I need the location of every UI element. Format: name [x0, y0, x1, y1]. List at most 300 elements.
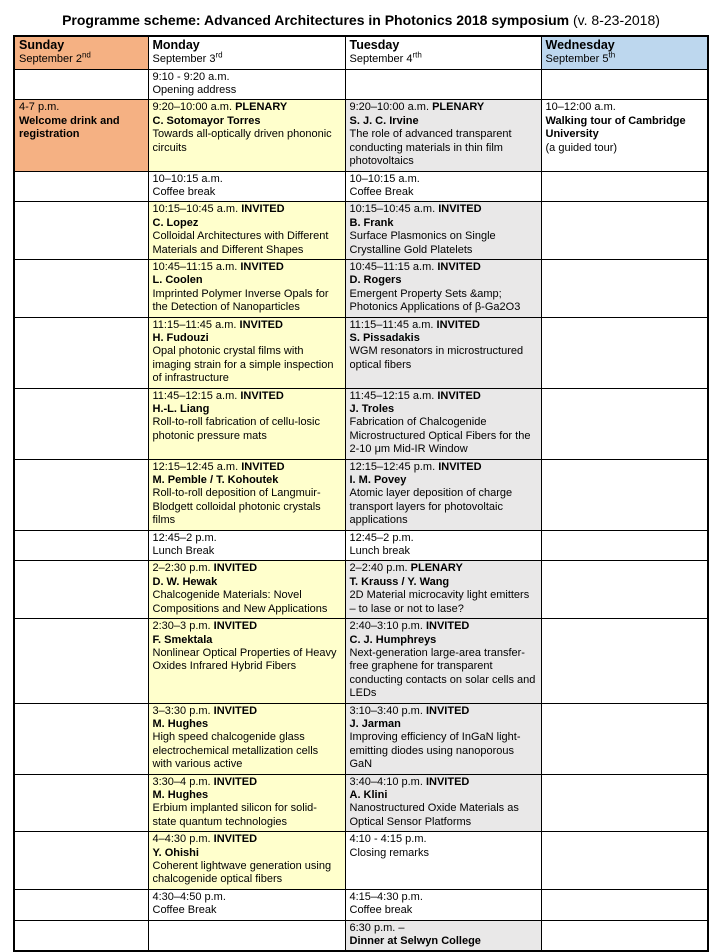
cell-line	[153, 802, 341, 829]
cell-line	[350, 731, 537, 771]
cell-line	[153, 288, 341, 315]
empty-cell	[541, 171, 708, 202]
cell-line	[153, 576, 341, 589]
cell-text: M. Pemble / T. Kohoutek	[152, 474, 279, 487]
cell-line	[153, 731, 341, 771]
cell-text: Surface Plasmonics on Single Crystalline Gold Platelets	[349, 230, 496, 256]
session-cell	[345, 920, 541, 951]
cell-text: I. M. Povey	[349, 474, 407, 487]
cell-text: INVITED	[213, 704, 258, 717]
cell-text: PLENARY	[235, 101, 288, 114]
cell-text: 3:40–4:10 p.m.	[349, 775, 426, 788]
cell-line	[350, 935, 537, 948]
cell-text: Wednesday	[545, 38, 615, 52]
cell-text: Improving efficiency of InGaN light-emitting diodes using nanoporous GaN	[349, 731, 521, 771]
session-cell	[345, 317, 541, 388]
cell-text: M. Hughes	[152, 717, 209, 730]
cell-text: 12:45–2 p.m.	[349, 531, 414, 544]
empty-cell	[148, 920, 345, 951]
table-row	[14, 832, 708, 890]
cell-line	[350, 562, 537, 575]
cell-text: C. Lopez	[152, 216, 199, 229]
cell-text: 2:40–3:10 p.m.	[349, 620, 426, 633]
cell-text: INVITED	[437, 260, 481, 273]
cell-text: Coffee break	[349, 904, 413, 917]
cell-text: rd	[215, 50, 223, 60]
cell-text: INVITED	[436, 318, 480, 331]
table-row	[14, 259, 708, 317]
cell-text: H.-L. Liang	[152, 403, 210, 415]
cell-text: INVITED	[437, 389, 481, 402]
cell-text: A. Klini	[349, 788, 388, 801]
cell-text: 3–3:30 p.m.	[152, 704, 214, 717]
cell-text: PLENARY	[410, 562, 463, 575]
cell-text: S. J. C. Irvine	[349, 114, 419, 127]
cell-line	[350, 545, 537, 558]
cell-text: nd	[81, 50, 91, 60]
cell-line	[350, 115, 537, 128]
cell-text: 10–10:15 a.m.	[349, 172, 420, 185]
session-cell	[345, 530, 541, 561]
cell-line	[350, 705, 537, 718]
cell-line	[152, 50, 341, 66]
cell-line	[153, 230, 341, 257]
session-cell	[148, 530, 345, 561]
cell-text: 4:10 - 4:15 p.m.	[349, 833, 427, 846]
cell-line	[153, 634, 341, 647]
cell-line	[153, 562, 341, 575]
header-monday	[148, 36, 345, 69]
cell-text: Nanostructured Oxide Materials as Optical Sensor Platforms	[349, 802, 519, 828]
cell-text: 12:15–12:45 a.m.	[152, 460, 242, 473]
cell-text: S. Pissadakis	[349, 331, 420, 344]
empty-cell	[541, 459, 708, 530]
session-cell	[148, 388, 345, 459]
cell-text: Erbium implanted silicon for solid-state quantum technologies	[152, 802, 317, 828]
cell-text: 10:15–10:45 a.m.	[349, 203, 439, 216]
cell-line	[153, 217, 341, 230]
cell-line	[153, 705, 341, 718]
session-cell	[148, 703, 345, 774]
cell-line	[19, 50, 144, 66]
session-cell	[14, 100, 148, 171]
session-cell	[148, 100, 345, 171]
cell-text: INVITED	[241, 203, 285, 216]
cell-line	[546, 115, 704, 142]
programme-table-body	[14, 36, 708, 951]
cell-text: Coffee Break	[349, 185, 414, 198]
cell-text: Towards all-optically driven phononic circuits	[152, 128, 332, 154]
cell-text: Coffee Break	[152, 904, 217, 917]
empty-cell	[14, 832, 148, 890]
cell-text: Roll-to-roll deposition of Langmuir-Blodgett colloidal photonic crystals films	[152, 487, 321, 527]
cell-text: 11:15–11:45 a.m.	[152, 318, 240, 331]
cell-text: (a guided tour)	[545, 141, 618, 154]
empty-cell	[541, 530, 708, 561]
cell-line	[19, 115, 144, 142]
cell-line	[350, 589, 537, 616]
cell-line	[153, 186, 341, 199]
cell-line	[350, 261, 537, 274]
cell-text: Sunday	[19, 38, 65, 52]
header-sunday	[14, 36, 148, 69]
empty-cell	[14, 388, 148, 459]
cell-text: Coffee break	[152, 185, 216, 198]
cell-text: September 5	[545, 53, 609, 66]
cell-line	[153, 101, 341, 114]
cell-line	[350, 173, 537, 186]
empty-cell	[14, 530, 148, 561]
cell-line	[153, 345, 341, 385]
cell-text: WGM resonators in microstructured optical fibers	[349, 345, 524, 371]
cell-text: Walking tour of Cambridge University	[545, 114, 686, 141]
cell-line	[153, 620, 341, 633]
cell-text: F. Smektala	[152, 633, 213, 646]
cell-text: 11:45–12:15 a.m.	[349, 389, 438, 402]
session-cell	[148, 259, 345, 317]
cell-line	[350, 833, 537, 846]
page-title-version: (v. 8-23-2018)	[569, 12, 660, 28]
cell-text: INVITED	[241, 460, 285, 473]
session-cell	[541, 100, 708, 171]
cell-line	[153, 84, 341, 97]
cell-line	[153, 487, 341, 527]
session-cell	[345, 202, 541, 260]
cell-line	[350, 461, 537, 474]
table-row	[14, 100, 708, 171]
cell-text: Dinner at Selwyn College	[349, 935, 481, 948]
cell-text: D. Rogers	[349, 274, 402, 287]
cell-line	[153, 474, 341, 487]
cell-line	[350, 634, 537, 647]
cell-line	[350, 38, 537, 53]
cell-text: Y. Ohishi	[152, 846, 199, 859]
cell-text: Opal photonic crystal films with imaging strain for a simple inspection of infrastructure	[152, 345, 334, 385]
header-row	[14, 36, 708, 69]
cell-text: 2–2:30 p.m.	[152, 562, 214, 575]
cell-text: 10–10:15 a.m.	[152, 172, 223, 185]
cell-line	[546, 142, 704, 155]
cell-text: 4:30–4:50 p.m.	[152, 890, 226, 903]
table-row	[14, 317, 708, 388]
cell-text: 9:20–10:00 a.m.	[152, 101, 236, 114]
cell-text: INVITED	[425, 704, 470, 717]
cell-line	[350, 332, 537, 345]
cell-line	[153, 319, 341, 332]
session-cell	[345, 774, 541, 832]
cell-text: 11:15–11:45 a.m.	[349, 318, 437, 331]
cell-text: Next-generation large-area transfer-free graphene for transparent conducting contacts on solar cells and LEDs	[349, 646, 536, 700]
cell-text: 10–12:00 a.m.	[545, 101, 616, 114]
empty-cell	[14, 259, 148, 317]
session-cell	[345, 171, 541, 202]
session-cell	[345, 259, 541, 317]
cell-text: 10:15–10:45 a.m.	[152, 203, 242, 216]
cell-line	[350, 101, 537, 114]
table-row	[14, 171, 708, 202]
cell-text: Tuesday	[349, 38, 400, 52]
cell-text: M. Hughes	[152, 788, 209, 801]
cell-text: INVITED	[425, 620, 470, 633]
session-cell	[148, 889, 345, 920]
cell-text: INVITED	[213, 833, 258, 846]
cell-text: INVITED	[240, 260, 284, 273]
cell-text: D. W. Hewak	[152, 575, 218, 588]
empty-cell	[541, 619, 708, 703]
session-cell	[345, 459, 541, 530]
session-cell	[345, 100, 541, 171]
empty-cell	[541, 774, 708, 832]
cell-line	[153, 416, 341, 443]
table-row	[14, 703, 708, 774]
cell-text: 4–4:30 p.m.	[152, 833, 214, 846]
programme-table	[13, 35, 709, 952]
cell-text: INVITED	[213, 620, 258, 633]
cell-line	[349, 50, 537, 66]
session-cell	[345, 703, 541, 774]
table-row	[14, 561, 708, 619]
cell-text: Monday	[152, 38, 200, 52]
table-row	[14, 69, 708, 100]
empty-cell	[14, 889, 148, 920]
table-row	[14, 774, 708, 832]
cell-line	[153, 904, 341, 917]
cell-line	[153, 589, 341, 616]
empty-cell	[541, 561, 708, 619]
cell-text: INVITED	[438, 460, 482, 473]
cell-line	[350, 474, 537, 487]
empty-cell	[541, 259, 708, 317]
session-cell	[148, 317, 345, 388]
cell-line	[153, 532, 341, 545]
cell-line	[546, 101, 704, 114]
empty-cell	[14, 774, 148, 832]
cell-text: Coherent lightwave generation using chalcogenide optical fibers	[152, 860, 332, 886]
header-tuesday	[345, 36, 541, 69]
cell-line	[153, 461, 341, 474]
empty-cell	[14, 459, 148, 530]
empty-cell	[541, 832, 708, 890]
cell-line	[350, 647, 537, 701]
cell-line	[153, 115, 341, 128]
cell-text: 12:15–12:45 p.m.	[349, 460, 439, 473]
empty-cell	[541, 703, 708, 774]
session-cell	[345, 889, 541, 920]
cell-line	[153, 203, 341, 216]
cell-text: September 4	[349, 53, 413, 66]
cell-line	[153, 403, 341, 416]
cell-line	[350, 288, 537, 315]
cell-line	[350, 847, 537, 860]
table-row	[14, 530, 708, 561]
cell-text: September 3	[152, 53, 216, 66]
cell-text: L. Coolen	[152, 274, 203, 287]
cell-line	[350, 319, 537, 332]
empty-cell	[14, 920, 148, 951]
cell-line	[153, 545, 341, 558]
cell-text: 4:15–4:30 p.m.	[349, 890, 423, 903]
cell-text: J. Troles	[349, 403, 395, 415]
cell-text: High speed chalcogenide glass electrochemical metallization cells with various active	[152, 731, 319, 771]
cell-text: Welcome drink and registration	[19, 114, 120, 141]
table-row	[14, 388, 708, 459]
empty-cell	[14, 317, 148, 388]
session-cell	[345, 832, 541, 890]
cell-text: T. Krauss / Y. Wang	[349, 575, 450, 588]
session-cell	[148, 202, 345, 260]
cell-text: 2:30–3 p.m.	[152, 620, 214, 633]
cell-text: 3:10–3:40 p.m.	[349, 704, 426, 717]
cell-line	[153, 860, 341, 887]
empty-cell	[14, 703, 148, 774]
cell-line	[153, 332, 341, 345]
cell-line	[350, 776, 537, 789]
cell-line	[153, 128, 341, 155]
cell-text: Lunch break	[349, 545, 411, 558]
cell-line	[153, 261, 341, 274]
cell-text: INVITED	[239, 318, 283, 331]
empty-cell	[541, 388, 708, 459]
cell-text: INVITED	[213, 775, 258, 788]
session-cell	[148, 774, 345, 832]
cell-text: 12:45–2 p.m.	[152, 531, 217, 544]
cell-line	[350, 904, 537, 917]
empty-cell	[14, 561, 148, 619]
cell-line	[153, 776, 341, 789]
cell-text: September 2	[19, 53, 82, 66]
empty-cell	[14, 171, 148, 202]
empty-cell	[541, 69, 708, 100]
cell-line	[350, 274, 537, 287]
cell-text: 2–2:40 p.m.	[349, 562, 411, 575]
cell-text: 6:30 p.m. –	[349, 921, 405, 934]
cell-line	[350, 620, 537, 633]
session-cell	[345, 388, 541, 459]
empty-cell	[14, 69, 148, 100]
empty-cell	[345, 69, 541, 100]
session-cell	[148, 69, 345, 100]
cell-line	[153, 274, 341, 287]
cell-text: 2D Material microcavity light emitters – to lase or not to lase?	[349, 589, 530, 615]
session-cell	[148, 832, 345, 890]
empty-cell	[541, 317, 708, 388]
empty-cell	[541, 889, 708, 920]
cell-line	[153, 647, 341, 674]
cell-line	[350, 203, 537, 216]
cell-text: Imprinted Polymer Inverse Opals for the Detection of Nanoparticles	[152, 287, 329, 314]
cell-line	[153, 891, 341, 904]
cell-text: INVITED	[438, 203, 482, 216]
cell-line	[350, 802, 537, 829]
cell-text: Opening address	[152, 84, 237, 97]
cell-text: Chalcogenide Materials: Novel Compositions and New Applications	[152, 589, 328, 615]
session-cell	[148, 561, 345, 619]
cell-text: B. Frank	[349, 216, 394, 229]
cell-text: INVITED	[425, 775, 470, 788]
cell-line	[350, 390, 537, 403]
cell-line	[153, 71, 341, 84]
cell-line	[153, 173, 341, 186]
empty-cell	[14, 619, 148, 703]
cell-text: rth	[412, 50, 422, 60]
cell-text: th	[608, 50, 616, 60]
session-cell	[345, 561, 541, 619]
cell-line	[350, 217, 537, 230]
page-title-main: Programme scheme: Advanced Architectures in Photonics 2018 symposium	[62, 12, 570, 28]
cell-text: Roll-to-roll fabrication of cellu-losic photonic pressure mats	[152, 416, 321, 442]
cell-line	[153, 789, 341, 802]
cell-line	[350, 532, 537, 545]
cell-line	[350, 576, 537, 589]
cell-text: Emergent Property Sets &amp; Photonics Applications of β-Ga2O3	[349, 287, 521, 314]
cell-text: H. Fudouzi	[152, 331, 209, 344]
page-title	[0, 0, 722, 35]
cell-text: 10:45–11:15 a.m.	[349, 260, 438, 273]
empty-cell	[14, 202, 148, 260]
cell-text: C. Sotomayor Torres	[152, 114, 261, 127]
cell-line	[350, 416, 537, 456]
session-cell	[148, 171, 345, 202]
table-row	[14, 889, 708, 920]
session-cell	[148, 619, 345, 703]
cell-text: INVITED	[240, 389, 284, 402]
cell-text: 4-7 p.m.	[19, 101, 60, 114]
table-row	[14, 459, 708, 530]
session-cell	[345, 619, 541, 703]
table-row	[14, 619, 708, 703]
cell-text: The role of advanced transparent conducting materials in thin film photovoltaics	[349, 128, 512, 168]
cell-line	[153, 833, 341, 846]
cell-line	[350, 128, 537, 168]
cell-line	[153, 718, 341, 731]
cell-line	[153, 847, 341, 860]
cell-text: Colloidal Architectures with Different Materials and Different Shapes	[152, 230, 329, 256]
cell-line	[19, 101, 144, 114]
cell-text: C. J. Humphreys	[349, 633, 437, 646]
cell-line	[545, 50, 704, 66]
cell-text: Closing remarks	[349, 846, 429, 859]
cell-text: 10:45–11:15 a.m.	[152, 260, 241, 273]
cell-line	[350, 230, 537, 257]
cell-line	[350, 922, 537, 935]
cell-line	[546, 38, 704, 53]
cell-line	[350, 403, 537, 416]
cell-line	[153, 390, 341, 403]
cell-text: Atomic layer deposition of charge transport layers for photovoltaic applications	[349, 487, 513, 527]
cell-text: 9:10 - 9:20 a.m.	[152, 70, 230, 83]
cell-line	[350, 487, 537, 527]
empty-cell	[541, 920, 708, 951]
cell-line	[350, 891, 537, 904]
cell-line	[153, 38, 341, 53]
cell-text: INVITED	[213, 562, 258, 575]
cell-text: Nonlinear Optical Properties of Heavy Oxides Infrared Hybrid Fibers	[152, 646, 337, 673]
cell-text: 9:20–10:00 a.m.	[349, 101, 433, 114]
empty-cell	[541, 202, 708, 260]
cell-text: Fabrication of Chalcogenide Microstructured Optical Fibers for the 2-10 μm Mid-IR Window	[349, 416, 531, 456]
cell-line	[350, 789, 537, 802]
header-wednesday	[541, 36, 708, 69]
cell-line	[350, 345, 537, 372]
cell-line	[350, 718, 537, 731]
cell-text: Lunch Break	[152, 545, 215, 558]
cell-text: 3:30–4 p.m.	[152, 775, 214, 788]
table-row	[14, 920, 708, 951]
cell-line	[350, 186, 537, 199]
cell-text: J. Jarman	[349, 717, 401, 730]
table-row	[14, 202, 708, 260]
session-cell	[148, 459, 345, 530]
